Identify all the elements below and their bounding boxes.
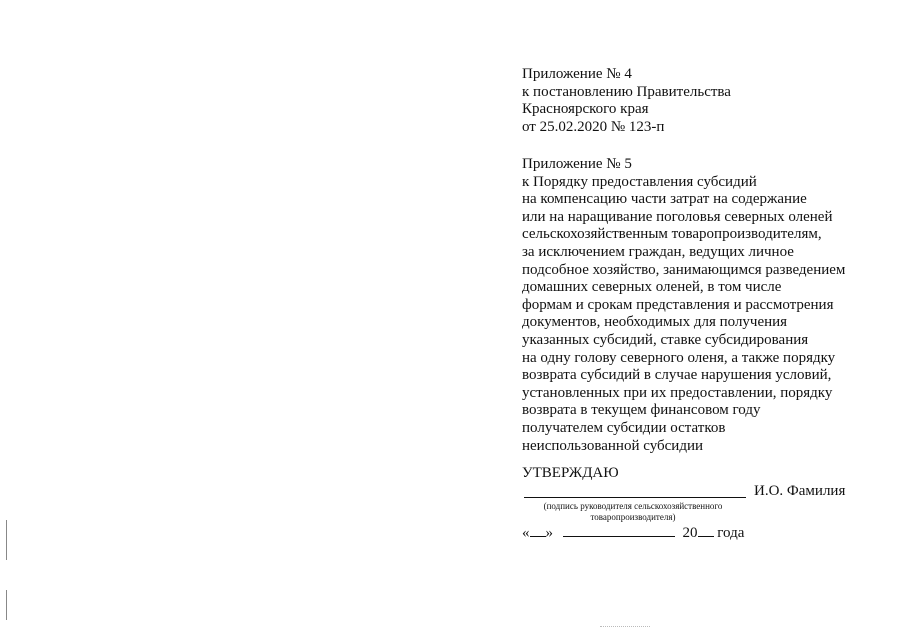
appendix-4-line: от 25.02.2020 № 123-п: [522, 118, 665, 135]
appendix-5-line: неиспользованной субсидии: [522, 437, 704, 454]
signature-line[interactable]: [524, 497, 746, 498]
scan-margin-mark: [6, 520, 7, 560]
appendix-5-line: Приложение № 5: [522, 156, 632, 172]
appendix-5-line: возврата субсидий в случае нарушения условий,: [522, 367, 832, 384]
date-year-prefix: 20: [682, 525, 698, 541]
appendix-5-line: формам и срокам представления и рассмотрения: [522, 296, 834, 313]
appendix-4-line: Приложение № 4: [522, 66, 632, 82]
appendix-5-line: или на наращивание поголовья северных оленей: [522, 208, 833, 225]
signature-caption: [522, 501, 744, 523]
signature-caption-line: (подпись руководителя сельскохозяйственного: [543, 501, 723, 511]
appendix-4-header: [522, 66, 731, 136]
signature-caption-line: товаропроизводителя): [590, 512, 676, 522]
date-year-blank[interactable]: [698, 524, 714, 537]
approval-title: УТВЕРЖДАЮ: [522, 465, 619, 481]
appendix-5-line: документов, необходимых для получения: [522, 314, 788, 331]
appendix-4-line: к постановлению Правительства: [522, 83, 731, 100]
appendix-5-line: подсобное хозяйство, занимающимся разведением: [522, 261, 846, 278]
signer-name: И.О. Фамилия: [754, 483, 846, 499]
appendix-4-line: Красноярского края: [522, 101, 649, 118]
appendix-5-line: получателем субсидии остатков: [522, 419, 726, 436]
date-close-quote: »: [545, 525, 553, 541]
scan-margin-mark-lower: [6, 590, 7, 620]
appendix-5-line: установленных при их предоставлении, порядку: [522, 384, 833, 401]
appendix-5-line: указанных субсидий, ставке субсидирования: [522, 331, 809, 348]
appendix-5-line: домашних северных оленей, в том числе: [522, 279, 782, 296]
date-day-blank[interactable]: [530, 524, 546, 537]
date-month-blank[interactable]: [563, 524, 675, 537]
signature-row: [522, 483, 852, 503]
date-open-quote: «: [522, 525, 530, 541]
appendix-5-line: на компенсацию части затрат на содержание: [522, 191, 807, 208]
appendix-5-line: на одну голову северного оленя, а также порядку: [522, 349, 836, 366]
date-year-suffix: года: [717, 525, 745, 541]
appendix-5-header: [522, 156, 845, 455]
appendix-5-line: за исключением граждан, ведущих личное: [522, 243, 794, 260]
appendix-5-line: возврата в текущем финансовом году: [522, 402, 761, 419]
appendix-5-line: к Порядку предоставления субсидий: [522, 173, 757, 190]
scan-artifact: [600, 626, 650, 629]
approval-date: [522, 524, 744, 542]
appendix-5-line: сельскохозяйственным товаропроизводителям,: [522, 226, 822, 243]
